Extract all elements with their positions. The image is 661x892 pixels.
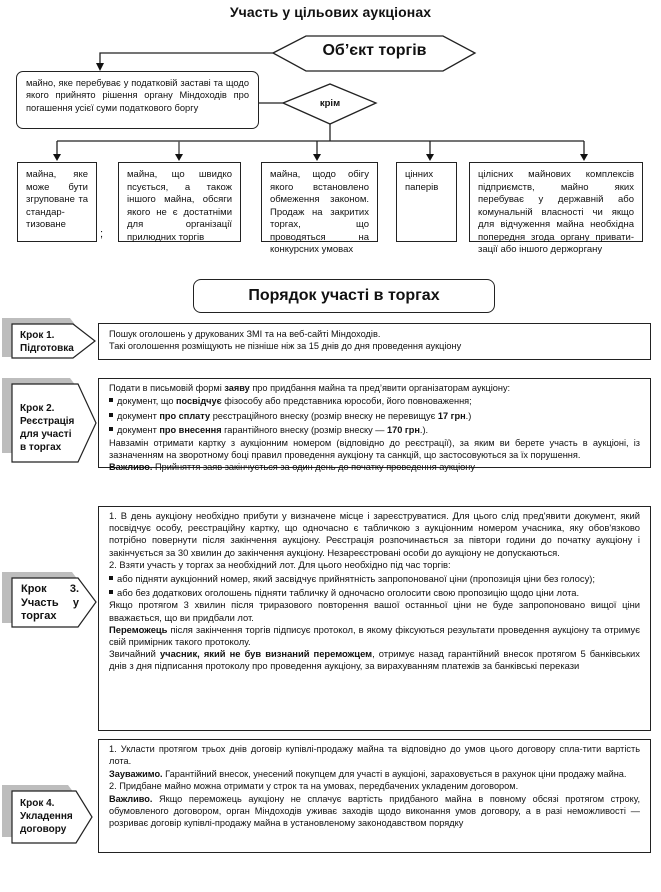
category-text: майна, щодо обігу якого встановлено обмеження законом. Продаж на закритих торгах, що проводяться на конкурсних умовах xyxy=(270,169,369,255)
step-3-paragraph: 2. Взяти участь у торгах за необхідний лот. Для цього необхідно під час торгів: xyxy=(109,558,451,570)
step-2-label: Крок 2. Реєстрація для участі в торгах xyxy=(20,403,75,453)
main-object-box xyxy=(16,71,259,129)
participant-label: учасник, який не був визнаний переможцем xyxy=(159,648,373,660)
important-label: Важливо. xyxy=(109,462,153,473)
category-box-1 xyxy=(17,162,97,242)
text: Подати в письмовій формі xyxy=(109,383,225,393)
bullet-item: документ про сплату реєстраційного внеску (розмір внеску не перевищує 17 грн.) xyxy=(109,410,640,422)
bullet-icon xyxy=(109,413,113,417)
step-2-paragraph: Навзамін отримати картку з аукціонним номером (відповідно до реєстрації), за яким ви берете участь в аукціоні, із зазначенням на зворотному боці правил проведення аукціону та санкцій, що застосовуються за їх порушення. xyxy=(109,437,640,461)
category-box-4 xyxy=(396,162,457,242)
step-1-content xyxy=(98,323,651,360)
step-4-paragraph: 1. Укласти протягом трьох днів договір купівлі-продажу майна та відповідно до умов цього договору спла-тити вартість лота. xyxy=(109,744,640,767)
bullet-item: документ про внесення гарантійного внеску (розмір внеску — 170 грн.). xyxy=(109,424,640,436)
except-label: крім xyxy=(319,98,341,109)
category-text: цінних паперів xyxy=(405,169,439,193)
step-1-label: Крок 1. Підготовка xyxy=(20,330,74,354)
category-text: майна, що швидко псується, а також іншого майна, обсяги якого не є достатніми для організації прилюдних торгів xyxy=(127,169,232,243)
category-box-5 xyxy=(469,162,643,255)
category-text: майна, яке може бути згруповане та стандар-тизоване xyxy=(26,169,88,230)
text: про придбання майна та пред’явити організаторам аукціону: xyxy=(249,383,511,393)
step-4-content: 1. Укласти протягом трьох днів договір купівлі-продажу майна та відповідно до умов цього договору спла-тити вартість лота. Зауважимо. Гарантійний внесок, унесений покупцем для участі в аукціоні, зараховується в рахунок ціни продажу майна. 2. Придбане майно можна отримати у строк та на умовах, передбачених укладеним договором. Важливо. Якщо переможець аукціону не сплачує вартість придбаного майна в повному обсязі протягом строку, обумовленого договором, орган Міндоходів уживає заходів щодо виконання умов договору, а в разі неможливості — розриває договір купівлі-продажу майна в установленому законодавством порядку xyxy=(98,739,651,853)
important-text: Прийняття заяв закінчується за один день до початку проведення аукціону xyxy=(152,462,475,473)
page-title: Участь у цільових аукціонах xyxy=(229,4,432,20)
step-3-content: 1. В день аукціону необхідно прибути у визначене місце і зареєструватися. Для цього слід пред'явити документ, який посвідчує особу, реєстраційну картку, що одночасно є табличкою з аукціонним номером учасника, яку обов'язково потрібно повернути після закінчення аукціону. Реєстрація розпочинається за півтори години до початку аукціону і закінчується за 30 хвилин до закінчення аукціону. Незареєстровані особи до аукціону не допускаються. 2. Взяти участь у торгах за необхідний лот. Для цього необхідно під час торгів: або підняти аукціонний номер, який засвідчує прийнятність запропонованої ціни (пропозиція ціни без голосу); або без додаткових оголошень підняти табличку й одночасно оголосити свою пропозицію щодо ціни лота. Якщо протягом 3 хвилин після триразового повторення вашої останньої ціни не буде запропоновано вищої ціни вважається, що ви придбали лот. Переможець після закінчення торгів підписує протокол, в якому фіксуються результати проведення аукціону та отримує свій примірник такого протоколу. Звичайний учасник, який не був визнаний переможцем, отримує назад гарантійний внесок протягом 5 банківських днів з дня підписання протоколу про проведення аукціону, за вирахуванням платежів за банківські перекази xyxy=(98,506,651,731)
step-4-label: Крок 4. Укладення договору xyxy=(20,798,73,835)
bullet-icon xyxy=(109,427,113,431)
category-box-3 xyxy=(261,162,378,255)
bullet-icon xyxy=(109,576,113,580)
bullet-icon xyxy=(109,590,113,594)
separator: ; xyxy=(100,228,104,240)
bullet-item: або без додаткових оголошень підняти табличку й одночасно оголосити свою пропозицію щодо ціни лота. xyxy=(109,587,640,599)
text-bold: заяву xyxy=(224,383,250,393)
bullet-item: або підняти аукціонний номер, який засвідчує прийнятність запропонованої ціни (пропозиція ціни без голосу); xyxy=(109,573,640,585)
step-2-content xyxy=(98,378,651,473)
object-title: Об’єкт торгів xyxy=(322,42,427,59)
main-object-text: майно, яке перебуває у податковій заставі та щодо якого прийнято рішення органу Міндоходів про погашення усієї суми податкового боргу xyxy=(26,78,249,113)
step-3-paragraph: 1. В день аукціону необхідно прибути у визначене місце і зареєструватися. Для цього слід пред'явити документ, який посвідчує особу, реєстраційну картку, що одночасно є табличкою з аукціонним номером учасника, яку обов'язково потрібно повернути після закінчення аукціону. Реєстрація розпочинається за півтори години до початку аукціону і закінчується за 30 хвилин до закінчення аукціону. Незареєстровані особи до аукціону не допускаються. xyxy=(109,510,640,558)
step-1-line: Пошук оголошень у друкованих ЗМІ та на веб-сайті Міндоходів. xyxy=(109,329,381,339)
important-label: Важливо. xyxy=(109,793,153,804)
category-text: цілісних майнових комплексів підприємств, майно яких перебуває у державній або комунальній власності чи якщо для відчуження майна необхідна попередня згода органу привати-зації або іншого держоргану xyxy=(478,169,634,255)
category-box-2 xyxy=(118,162,241,242)
step-3-paragraph: Якщо протягом 3 хвилин після триразового повторення вашої останньої ціни не буде запропоновано вищої ціни вважається, що ви придбали лот. xyxy=(109,599,640,623)
step-4-paragraph: 2. Придбане майно можна отримати у строк та на умовах, передбачених укладеним договором. xyxy=(109,781,519,792)
note-label: Зауважимо. xyxy=(109,768,163,779)
procedure-title: Порядок участі в торгах xyxy=(193,279,495,313)
step-1-line: Такі оголошення розміщують не пізніше ніж за 15 днів до дня проведення аукціону xyxy=(109,341,462,352)
winner-label: Переможець xyxy=(109,623,168,635)
bullet-icon xyxy=(109,398,113,402)
bullet-item: документ, що посвідчує фізособу або представника юрособи, його повноваження; xyxy=(109,395,640,407)
step-3-label: Крок 3. Участь у торгах xyxy=(21,583,79,622)
